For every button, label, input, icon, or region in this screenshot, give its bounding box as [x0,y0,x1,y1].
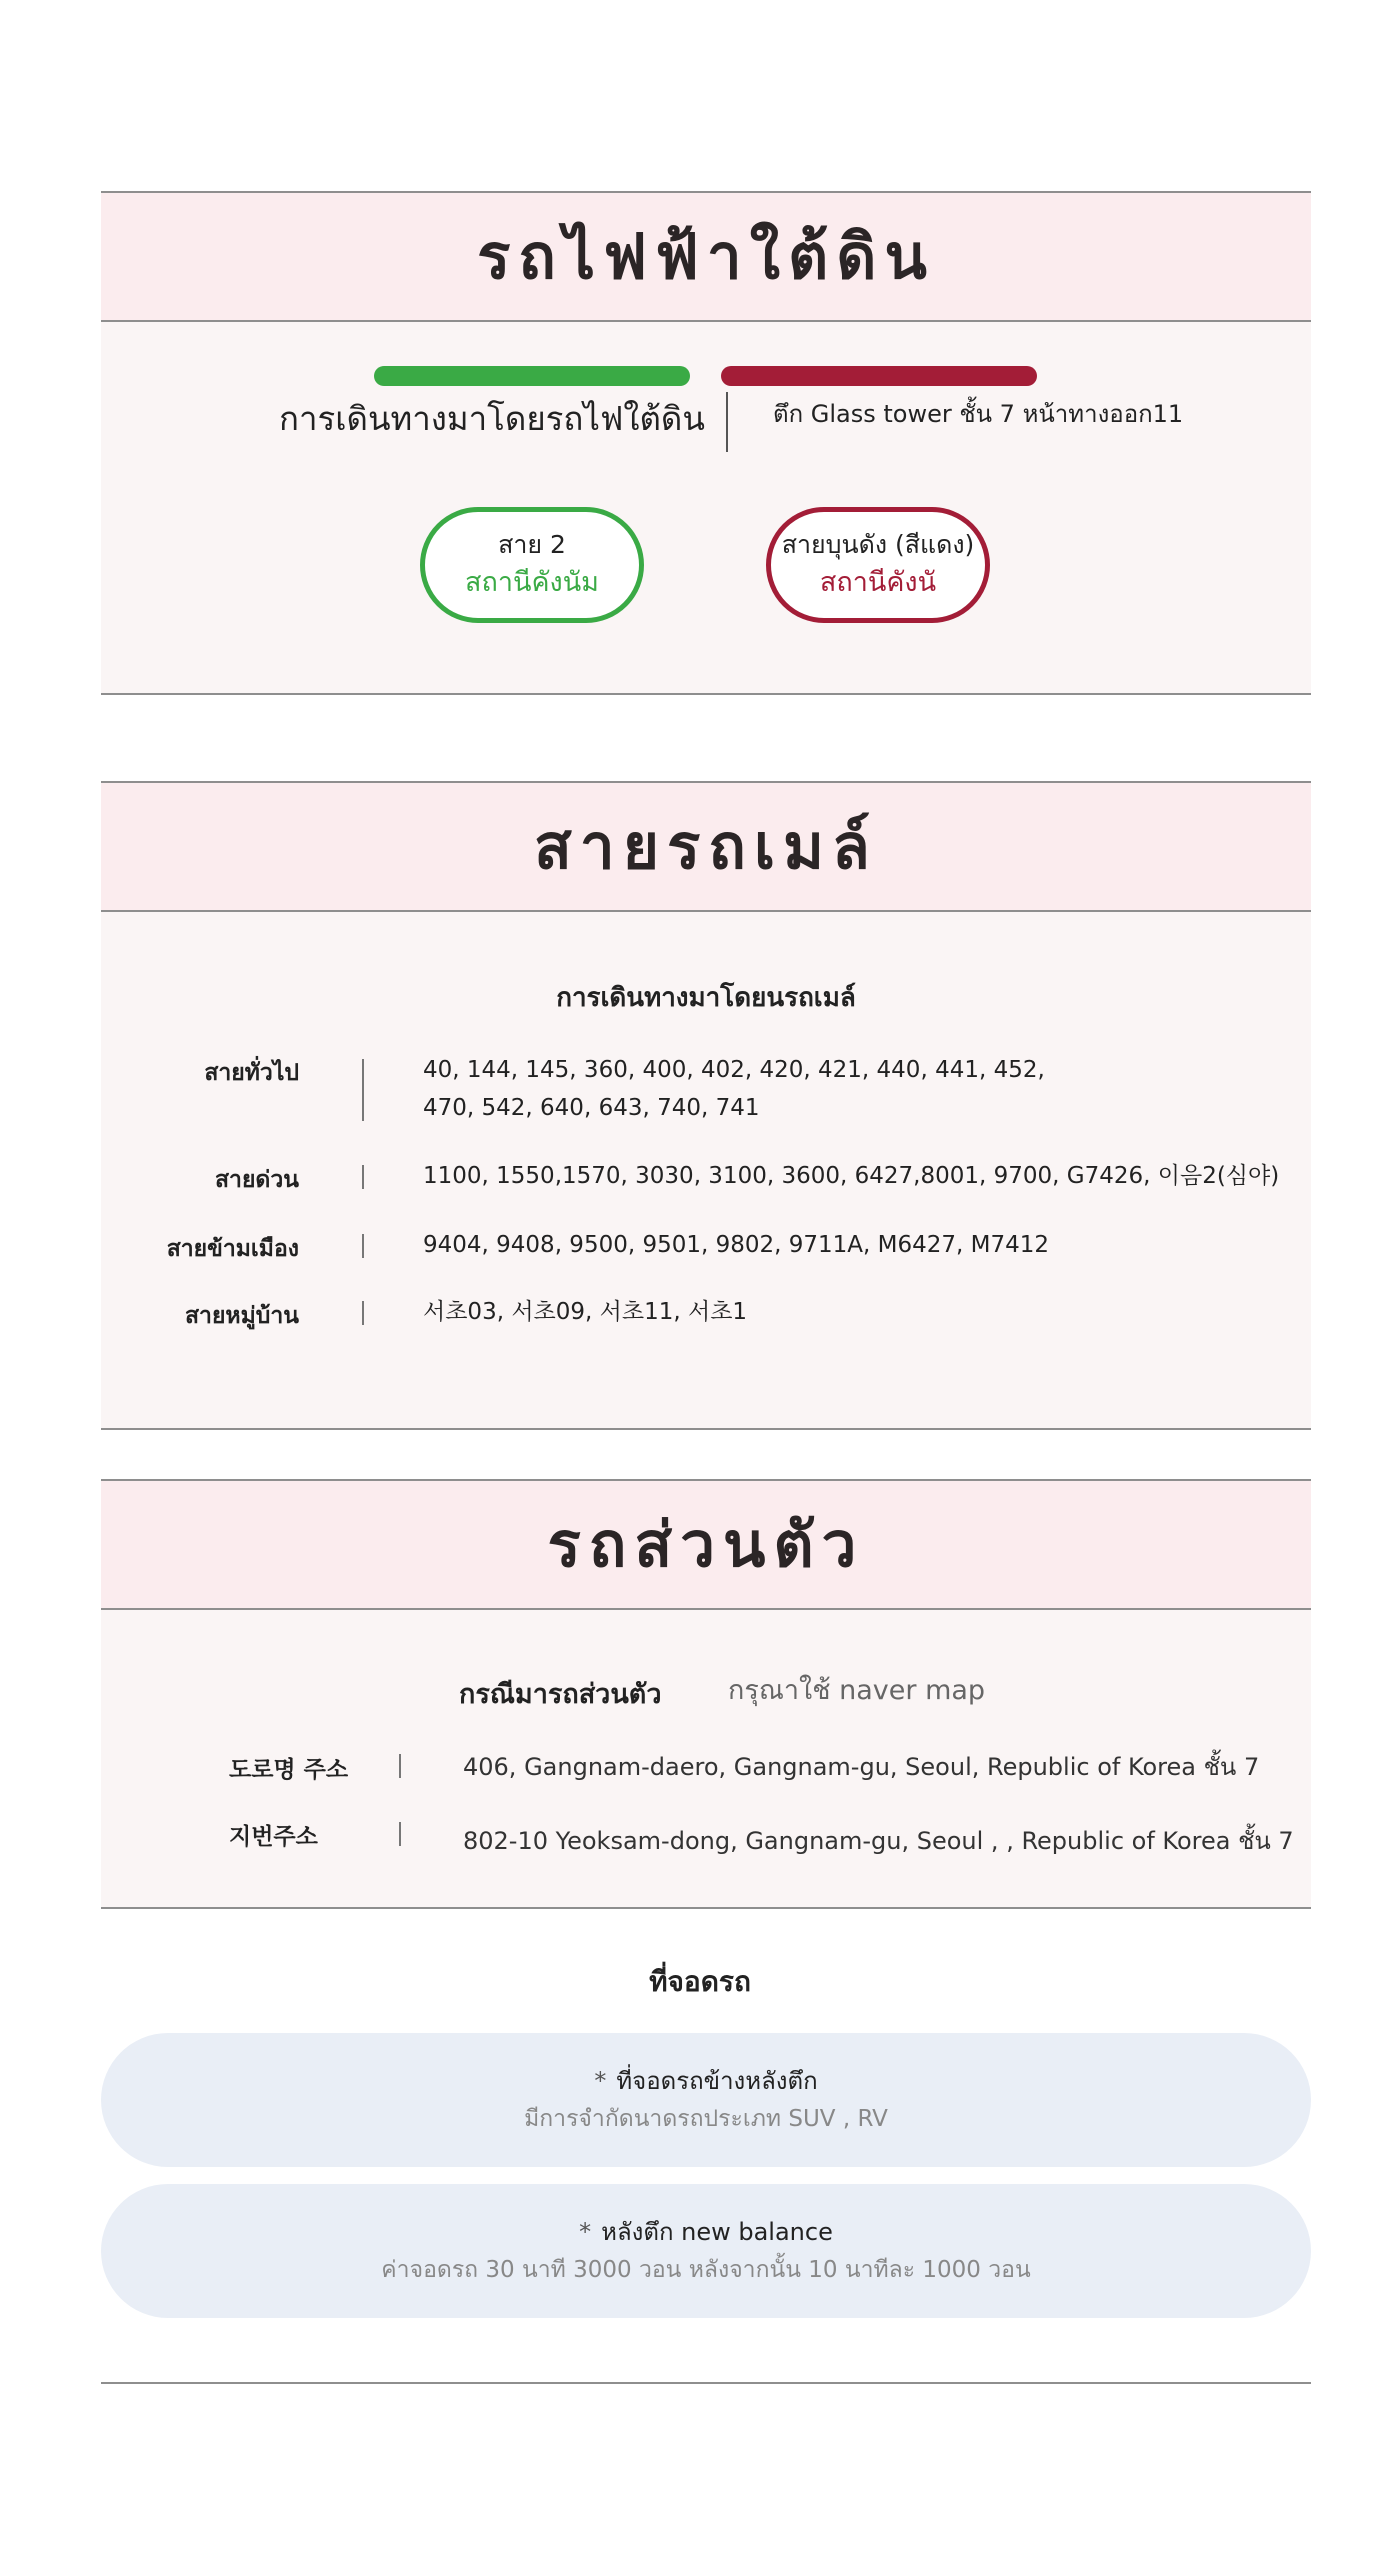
car-map-hint: กรุณาใช้ naver map [728,1675,986,1706]
parking-card-title [579,2213,833,2251]
parking-card-note: มีการจำกัดนาดรถประเภท SUV , RV [524,2106,888,2132]
lot-address-label: 지번주소 [229,1824,318,1850]
subway-heading: การเดินทางมาโดยรถไฟใต้ดิน [279,399,705,438]
line-2-station: สถานีคังนัม [465,567,599,598]
bus-type-label: สายข้ามเมือง [166,1236,299,1262]
parking-card-note: ค่าจอดรถ 30 นาที 3000 วอน หลังจากนั้น 10 นาทีละ 1000 วอน [381,2257,1031,2283]
car-section [101,1479,1311,1909]
bus-type-label: สายทั่วไป [204,1060,299,1086]
subway-divider [726,392,728,452]
bus-numbers: 1100, 1550,1570, 3030, 3100, 3600, 6427,8001, 9700, G7426, 이음2(심야) [423,1163,1280,1189]
bus-section [101,781,1311,1430]
parking-card-title [594,2062,817,2100]
line-2-track [374,366,690,386]
bus-row-separator [362,1301,364,1325]
road-address-label: 도로명 주소 [229,1757,349,1783]
bus-type-label: สายด่วน [214,1167,299,1193]
subway-section-title: รถไฟฟ้าใต้ดิน [477,219,935,293]
line-2-badge [420,507,644,623]
bus-type-label: สายหมู่บ้าน [185,1303,299,1329]
bus-numbers: 9404, 9408, 9500, 9501, 9802, 9711A, M6427, M7412 [423,1232,1050,1258]
address-separator [399,1754,401,1778]
asterisk-icon: * [594,2067,607,2095]
address-separator [399,1822,401,1846]
bus-numbers: 40, 144, 145, 360, 400, 402, 420, 421, 440, 441, 452, 470, 542, 640, 643, 740, 741 [423,1057,1045,1121]
bus-heading: การเดินทางมาโดยนรถเมล์ [556,983,856,1013]
subway-section-header [101,191,1311,322]
parking-card [101,2033,1311,2167]
bundang-line-track [721,366,1037,386]
parking-card-title-text: ที่จอดรถข้างหลังตึก [616,2067,818,2095]
car-section-header [101,1479,1311,1610]
bus-section-header [101,781,1311,912]
bottom-divider [101,2382,1311,2384]
car-section-body [101,1610,1311,1909]
subway-section-body [101,322,1311,695]
bundang-line-badge [766,507,990,623]
parking-card-title-text: หลังตึก new balance [601,2218,833,2246]
car-heading: กรณีมารถส่วนตัว [459,1679,662,1710]
bundang-line-label: สายบุนดัง (สีแดง) [781,530,975,559]
line-2-label: สาย 2 [498,530,566,559]
lot-address-value: 802-10 Yeoksam-dong, Gangnam-gu, Seoul , , Republic of Korea ชั้น 7 [463,1827,1294,1855]
asterisk-icon: * [579,2218,592,2246]
road-address-value: 406, Gangnam-daero, Gangnam-gu, Seoul, Republic of Korea ชั้น 7 [463,1753,1260,1781]
bus-row-separator [362,1059,364,1121]
bus-section-body [101,912,1311,1430]
bus-numbers: 서초03, 서초09, 서초11, 서초1 [423,1299,748,1325]
bus-row-separator [362,1165,364,1189]
bundang-line-station: สถานีคังนั [819,567,937,598]
bus-section-title: สายรถเมล์ [534,809,878,883]
car-section-title: รถส่วนตัว [547,1507,865,1581]
parking-title: ที่จอดรถ [649,1965,751,1998]
subway-exit-info: ตึก Glass tower ชั้น 7 หน้าทางออก11 [773,400,1184,428]
parking-card [101,2184,1311,2318]
bus-row-separator [362,1234,364,1258]
subway-section [101,191,1311,695]
